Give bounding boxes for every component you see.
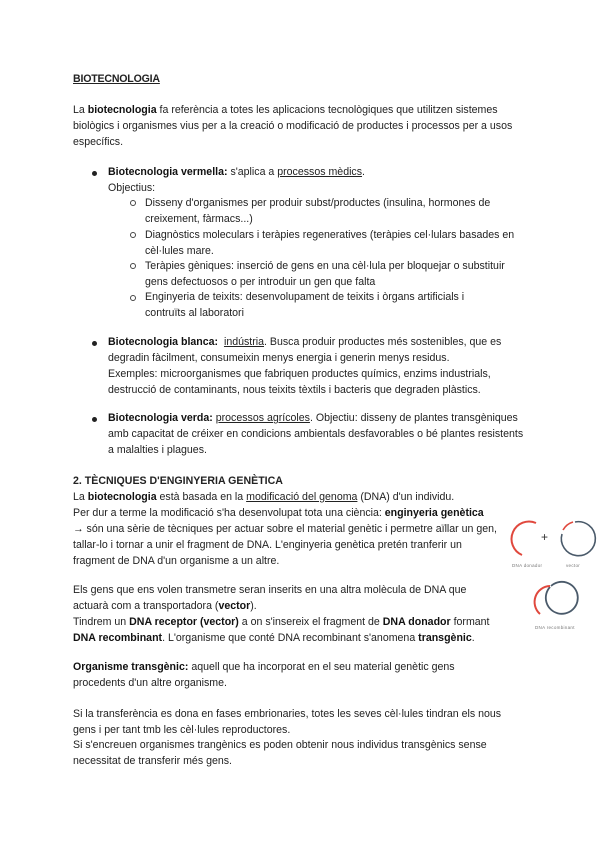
recombinant-plasmid-icon [546, 582, 578, 614]
page-title: BIOTECNOLOGIA [73, 73, 160, 85]
vector-cut-site-icon [563, 522, 573, 530]
vermella-item-1: Disseny d'organismes per produir subst/productes (insulina, hormones de creixement, fàrmacs...) [145, 197, 491, 225]
vermella-item-4: Enginyeria de teixits: desenvolupament de teixits i òrgans artificials i contruïts al laboratori [145, 291, 465, 319]
sub-bullet [130, 263, 136, 269]
link-industria[interactable]: indústria [223, 336, 265, 348]
caption-recombinant: DNA recombinant [535, 625, 575, 630]
caption-vector: vector [566, 563, 581, 568]
section2-p7: Si s'encreuen organismes trangènics es poden obtenir nous individus transgènics sense necessitat de transferir més gens. [73, 739, 487, 767]
caption-donor: DNA donador [512, 563, 543, 568]
blanca-exemples: Exemples: microorganismes que fabriquen productes químics, enzims industrials, destrucció de contaminants, nous teixits tèxtils i bacteris que degraden plàstics. [108, 368, 491, 396]
vermella-item-3: Teràpies gèniques: inserció de gens en una cèl·lula per bloquejar o substituir gens defectuosos o per introduir un gen que falta [145, 260, 505, 288]
blanca-paragraph: Biotecnologia blanca: indústria. Busca produir productes més sostenibles, que es degradin fàcilment, consumeixin menys energia i generin menys residus. [108, 336, 502, 364]
vermella-heading: Biotecnologia vermella: s'aplica a processos mèdics. [108, 166, 365, 178]
intro-bold: biotecnologia [87, 104, 157, 116]
sub-bullet [130, 295, 136, 301]
sub-bullet [130, 200, 136, 206]
bullet-dot [92, 171, 97, 176]
section2-p3: Els gens que ens volen transmetre seran inserits en una altra molècula de DNA que actuarà com a transportadora (vector). [73, 584, 467, 612]
section2-p6: Si la transferència es dona en fases embrionaries, totes les seves cèl·lules tindran els nous gens i per tant tmb les cèl·lules reproductores. [73, 708, 502, 736]
sub-bullet [130, 232, 136, 238]
plus-sign-icon: + [541, 530, 549, 544]
link-modificacio-genoma[interactable]: modificació del genoma [246, 491, 358, 503]
section2-p2: Per dur a terme la modificació s'ha desenvolupat tota una ciència: enginyeria genètica → són una sèrie de tècniques per actuar sobre el material genètic i permetre aïllar un gen, tallar-lo i tornar a unir el fragment de DNA. L'enginyeria genètica pretén tranferir un fragment de DNA d'un organisme a un altre. [73, 507, 497, 567]
section-heading: 2. TÈCNIQUES D'ENGINYERIA GENÈTICA [73, 475, 283, 487]
section2-p1: La biotecnologia està basada en la modificació del genoma (DNA) d'un individu. [73, 491, 455, 503]
bullet-dot [92, 417, 97, 422]
vermella-item-2: Diagnòstics moleculars i teràpies regeneratives (teràpies cel·lulars basades en cèl·lules mare. [145, 229, 515, 257]
verda-paragraph: Biotecnologia verda: processos agrícoles. Objectiu: disseny de plantes transgèniques amb capacitat de créixer en condicions ambientals desfavorables o bé plantes resistents a malalties i plagues. [108, 412, 524, 456]
section2-p5: Organisme transgènic: aquell que ha incorporat en el seu material genètic gens procedents d'un altre organisme. [73, 661, 455, 689]
vermella-objectius-label: Objectius: [108, 182, 156, 194]
bullet-dot [92, 341, 97, 346]
donor-dna-fragment-icon [512, 522, 536, 555]
section2-p4: Tindrem un DNA receptor (vector) a on s'insereix el fragment de DNA donador formant DNA recombinant. L'organisme que conté DNA recombinant s'anomena transgènic. [73, 616, 490, 644]
vector-plasmid-icon [561, 522, 595, 556]
dna-recombination-figure [510, 512, 600, 632]
link-processos-agricoles[interactable]: processos agrícoles [215, 412, 310, 424]
intro-paragraph: La biotecnologia fa referència a totes les aplicacions tecnològiques que utilitzen sistemes biològics i organismes vius per a la creació o modificació de productes i processos per a usos específics. [73, 104, 513, 148]
link-processos-medics[interactable]: processos mèdics [277, 166, 363, 178]
